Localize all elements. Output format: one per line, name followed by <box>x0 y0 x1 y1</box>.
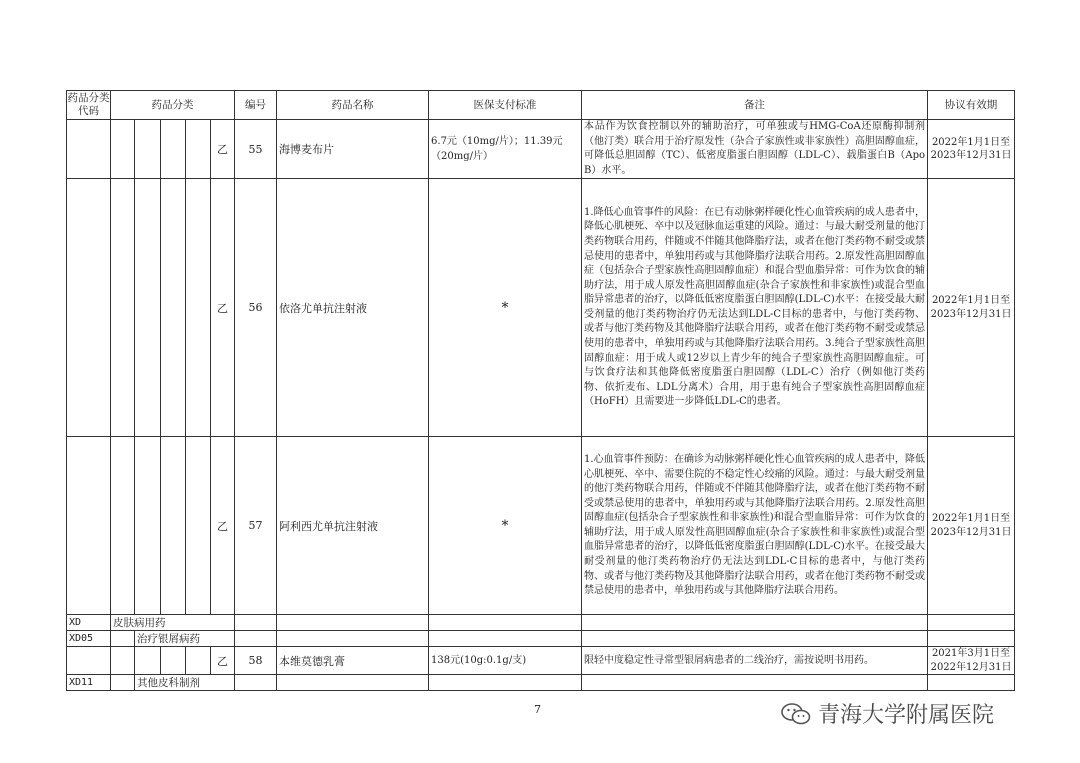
drug-name: 阿利西尤单抗注射液 <box>277 437 429 615</box>
drug-remark: 限轻中度稳定性寻常型银屑病患者的二线治疗，需按说明书用药。 <box>582 647 928 675</box>
drug-payment: 138元(10g:0.1g/支) <box>429 647 582 675</box>
watermark <box>780 698 994 729</box>
drug-payment: 6.7元（10mg/片）；11.39元（20mg/片） <box>429 120 582 179</box>
drug-payment: * <box>429 179 582 437</box>
category-code: XD05 <box>67 631 111 647</box>
header-category: 药品分类 <box>111 91 235 120</box>
drug-number: 55 <box>235 120 277 179</box>
drug-payment: * <box>429 437 582 615</box>
table-row <box>67 437 1015 615</box>
watermark-text: 青海大学附属医院 <box>818 703 995 728</box>
drug-validity: 2022年1月1日至2023年12月31日 <box>928 437 1015 615</box>
drug-name: 海博麦布片 <box>277 120 429 179</box>
category-code: XD11 <box>67 675 111 691</box>
drug-remark: 1.降低心血管事件的风险：在已有动脉粥样硬化性心血管疾病的成人患者中，降低心肌梗死、卒中以及冠脉血运重建的风险。通过：与最大耐受剂量的他汀类药物联合用药，伴随或不伴随其他降脂疗法，或者在他汀类药物不耐受或禁忌使用的患者中，单独用药或与其他降脂疗法联合用药。2.原发性高胆固醇血症（包括杂合子型家族性高胆固醇血症）和混合型血脂异常：可作为饮食的辅助疗法，用于成人原发性高胆固醇血症(杂合子家族性和非家族性)或混合型血脂异常患者的治疗，以降低低密度脂蛋白胆固醇(LDL-C)水平：在接受最大耐受剂量的他汀类药物治疗仍无法达到LDL-C目标的患者中，与他汀类药物、或者与他汀类药物及其他降脂疗法联合用药，或者在他汀类药物不耐受或禁忌使用的患者中，单独用药或与其他降脂疗法联合用药。3.纯合子型家族性高胆固醇血症：用于成人或12岁以上青少年的纯合子型家族性高胆固醇血症。可与饮食疗法和其他降低密度脂蛋白胆固醇（LDL-C）治疗（例如他汀类药物、依折麦布、LDL分离术）合用，用于患有纯合子型家族性高胆固醇血症（HoFH）且需要进一步降低LDL-C的患者。 <box>582 179 928 437</box>
header-code: 药品分类代码 <box>67 91 111 120</box>
drug-name: 本维莫德乳膏 <box>277 647 429 675</box>
header-row <box>67 91 1015 120</box>
drug-number: 56 <box>235 179 277 437</box>
drug-table <box>66 90 1015 691</box>
drug-grade: 乙 <box>211 179 235 437</box>
drug-remark: 本品作为饮食控制以外的辅助治疗，可单独或与HMG-CoA还原酶抑制剂（他汀类）联合用于治疗原发性（杂合子家族性或非家族性）高胆固醇血症，可降低总胆固醇（TC）、低密度脂蛋白胆固醇（LDL-C）、载脂蛋白B（Apo B）水平。 <box>582 120 928 179</box>
category-label: 治疗银屑病药 <box>135 631 235 647</box>
drug-number: 58 <box>235 647 277 675</box>
category-code: XD <box>67 615 111 631</box>
drug-validity: 2022年1月1日至2023年12月31日 <box>928 120 1015 179</box>
category-row <box>67 615 1015 631</box>
category-row <box>67 631 1015 647</box>
drug-remark: 1.心血管事件预防：在确诊为动脉粥样硬化性心血管疾病的成人患者中，降低心肌梗死、卒中、需要住院的不稳定性心绞痛的风险。通过：与最大耐受剂量的他汀类药物联合用药，伴随或不伴随其他降脂疗法，或者在他汀类药物不耐受或禁忌使用的患者中，单独用药或与其他降脂疗法联合用药。2.原发性高胆固醇血症(包括杂合子型家族性和非家族性)和混合型血脂异常：可作为饮食的辅助疗法，用于成人原发性高胆固醇血症(杂合子家族性和非家族性)或混合型血脂异常患者的治疗，以降低低密度脂蛋白胆固醇(LDL-C)水平。在接受最大耐受剂量的他汀类药物治疗仍无法达到LDL-C目标的患者中，与他汀类药物、或者与他汀类药物及其他降脂疗法联合用药，或者在他汀类药物不耐受或禁忌使用的患者中，单独用药或与其他降脂疗法联合用药。 <box>582 437 928 615</box>
table-row <box>67 179 1015 437</box>
header-number: 编号 <box>235 91 277 120</box>
drug-grade: 乙 <box>211 647 235 675</box>
table-row <box>67 647 1015 675</box>
table-row <box>67 120 1015 179</box>
category-label: 皮肤病用药 <box>111 615 235 631</box>
header-payment: 医保支付标准 <box>429 91 582 120</box>
page-number: 7 <box>534 703 541 716</box>
drug-validity: 2021年3月1日至2022年12月31日 <box>928 647 1015 675</box>
header-remark: 备注 <box>582 91 928 120</box>
header-name: 药品名称 <box>277 91 429 120</box>
category-row <box>67 675 1015 691</box>
drug-validity: 2022年1月1日至2023年12月31日 <box>928 179 1015 437</box>
drug-number: 57 <box>235 437 277 615</box>
drug-grade: 乙 <box>211 437 235 615</box>
drug-grade: 乙 <box>211 120 235 179</box>
wechat-icon <box>780 701 812 727</box>
header-validity: 协议有效期 <box>928 91 1015 120</box>
category-label: 其他皮科制剂 <box>135 675 235 691</box>
drug-name: 依洛尤单抗注射液 <box>277 179 429 437</box>
